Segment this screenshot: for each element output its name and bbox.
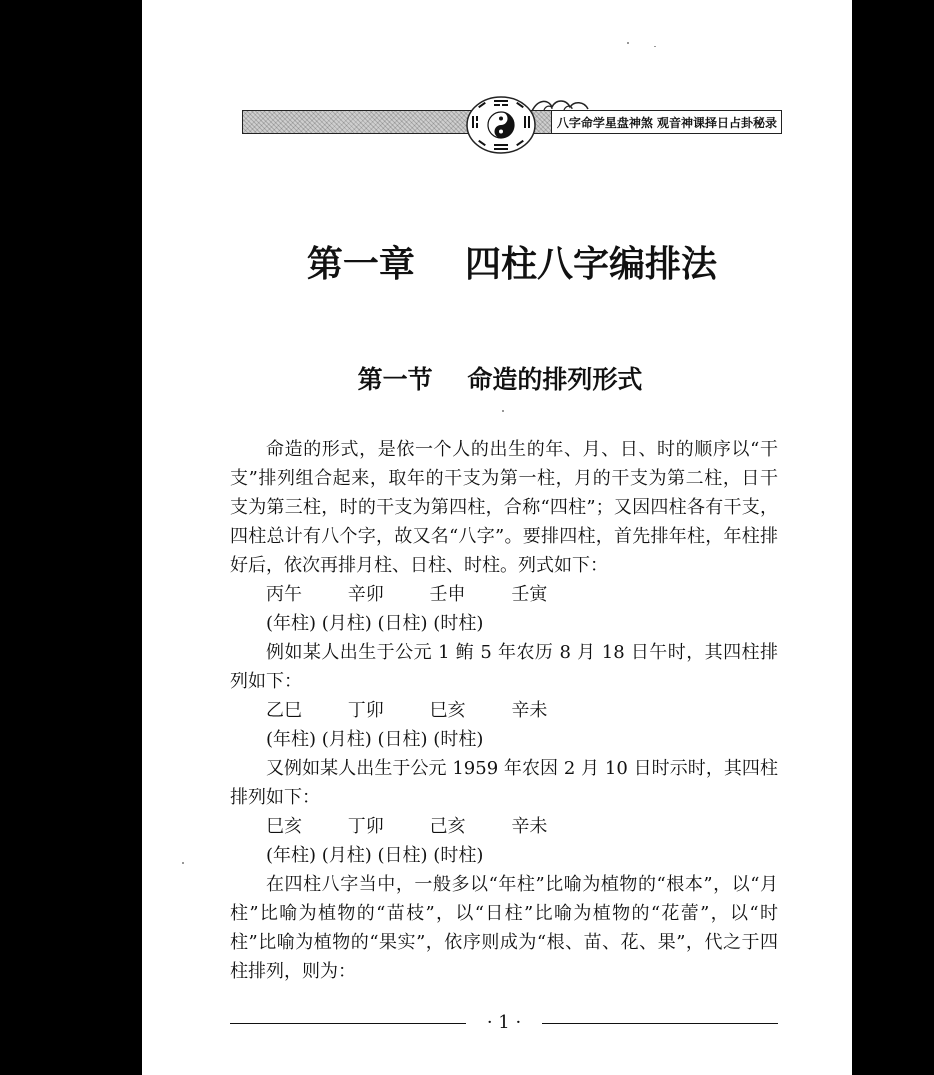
cloud-ornament-icon (530, 95, 590, 115)
paragraph-example-3: 又例如某人出生于公元 1959 年农因 2 月 10 日时示时，其四柱排列如下： (230, 758, 778, 808)
scan-speck (654, 46, 656, 47)
footer-rule-right (542, 1023, 778, 1024)
section-title: 第一节 命造的排列形式 (357, 365, 643, 394)
example-2-labels: (年柱) (月柱) (日柱) (时柱) (266, 729, 484, 750)
taiji-bagua-icon (464, 94, 538, 156)
example-1-pillars: 丙午 辛卯 壬申 壬寅 (266, 584, 548, 605)
example-3-pillars: 巳亥 丁卯 己亥 辛未 (266, 816, 548, 837)
scan-speck (627, 42, 629, 44)
scan-speck (182, 862, 184, 864)
example-2-pillars: 乙巳 丁卯 巳亥 辛未 (266, 700, 548, 721)
running-title: 八字命学星盘神煞 观音神课择日占卦秘录 (556, 115, 777, 130)
chapter-title: 第一章 四柱八字编排法 (306, 244, 718, 285)
page-number: · 1 · (486, 1012, 522, 1033)
example-3-labels: (年柱) (月柱) (日柱) (时柱) (266, 845, 484, 866)
book-page (142, 0, 852, 1075)
footer-rule-left (230, 1023, 466, 1024)
scan-speck (502, 410, 504, 412)
paragraph-example-2: 例如某人出生于公元 1 鲔 5 年农历 8 月 18 日午时，其四柱排列如下： (230, 642, 778, 692)
page-footer (230, 1012, 778, 1036)
paragraph-intro: 命造的形式，是依一个人的出生的年、月、日、时的顺序以“干支”排列组合起来，取年的干支为第一柱，月的干支为第二柱，日干支为第三柱，时的干支为第四柱，合称“四柱”；又因四柱各有干支，四柱总计有八个字，故又名“八字”。要排四柱，首先排年柱，年柱排好后，依次再排月柱、日柱、时柱。列式如下： (230, 439, 778, 576)
example-1-labels: (年柱) (月柱) (日柱) (时柱) (266, 613, 484, 634)
body-text (230, 435, 778, 986)
paragraph-root-sprout: 在四柱八字当中，一般多以“年柱”比喻为植物的“根本”，以“月柱”比喻为植物的“苗枝”，以“日柱”比喻为植物的“花蕾”，以“时柱”比喻为植物的“果实”，依序则成为“根、苗、花、果”，代之于四柱排列，则为： (230, 874, 778, 982)
